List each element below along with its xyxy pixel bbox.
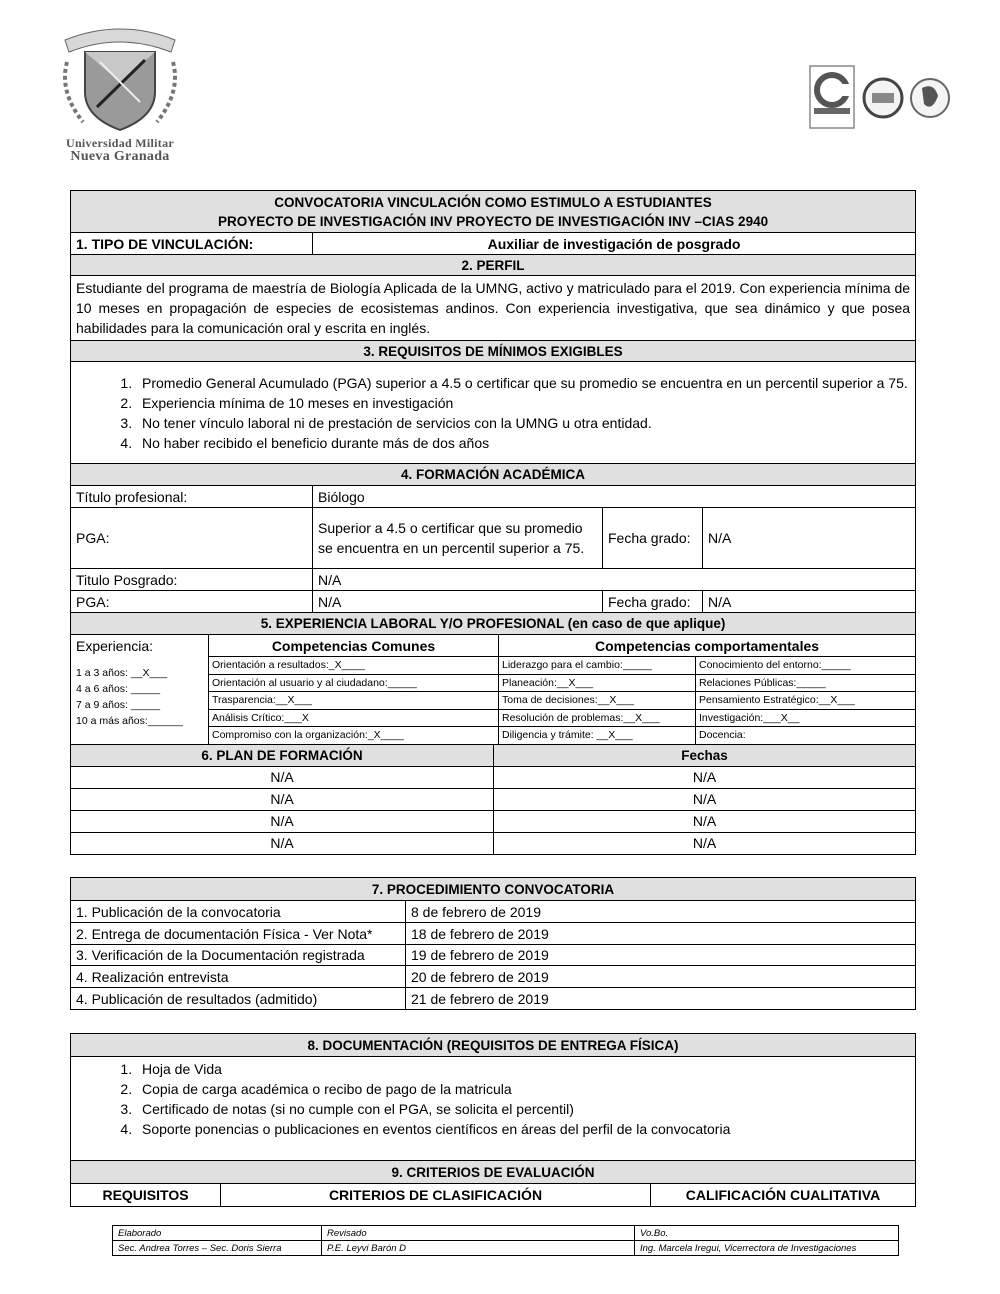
- competencias-row: Trasparencia:__X___ Toma de decisiones:__X___ Pensamiento Estratégico:__X___: [71, 692, 916, 710]
- requisitos-list: [71, 371, 915, 455]
- plan-formacion-table: [70, 744, 916, 855]
- procedimiento-row: 4. Realización entrevista 20 de febrero de 2019: [71, 966, 916, 988]
- competencias-comport-header: Competencias comportamentales: [499, 635, 916, 657]
- vobo-value: Ing. Marcela Iregui, Vicerrectora de Investigaciones: [635, 1241, 899, 1256]
- competencias-row: Orientación a resultados:_X____ Liderazgo para el cambio:_____ Conocimiento del entorno:_____: [71, 657, 916, 675]
- certification-logos: [808, 64, 953, 134]
- elaborado-label: Elaborado: [113, 1226, 322, 1241]
- competencias-row: Compromiso con la organización:_X____ Diligencia y trámite: __X___ Docencia:: [71, 727, 916, 745]
- experiencia-anios-item: 7 a 9 años: _____: [76, 699, 161, 711]
- requisito-item: 3. No tener vínculo laboral ni de prestación de servicios con la UMNG u otra entidad.: [136, 413, 910, 433]
- fecha-grado2-label: Fecha grado:: [603, 591, 703, 613]
- university-crest-icon: [55, 22, 185, 134]
- university-name: Universidad Militar Nueva Granada: [65, 136, 175, 164]
- fecha-grado-label: Fecha grado:: [603, 508, 703, 569]
- fecha-grado2-value: N/A: [703, 591, 916, 613]
- col-calificacion: CALIFICACIÓN CUALITATIVA: [651, 1184, 916, 1207]
- procedimiento-row: 2. Entrega de documentación Física - Ver Nota* 18 de febrero de 2019: [71, 923, 916, 945]
- procedimiento-block: [70, 877, 915, 1010]
- convocatoria-title: CONVOCATORIA VINCULACIÓN COMO ESTIMULO A ESTUDIANTES PROYECTO DE INVESTIGACIÓN INV PROYECTO DE INVESTIGACIÓN INV –CIAS 2940: [71, 191, 916, 233]
- requisitos-header: 3. REQUISITOS DE MÍNIMOS EXIGIBLES: [71, 341, 916, 362]
- pga-value: Superior a 4.5 o certificar que su promedio se encuentra en un percentil superior a 75.: [313, 508, 603, 569]
- revisado-value: P.E. Leyvi Barón D: [322, 1241, 635, 1256]
- documentacion-list-cell: [71, 1057, 916, 1161]
- competencias-table: [70, 634, 916, 745]
- tipo-vinculacion-label: 1. TIPO DE VINCULACIÓN:: [71, 233, 313, 255]
- formacion-header: 4. FORMACIÓN ACADÉMICA: [71, 464, 916, 486]
- university-logo: [55, 22, 185, 167]
- convocatoria-form: [70, 190, 915, 855]
- experiencia-label: Experiencia:: [76, 638, 154, 654]
- posgrado-label: Titulo Posgrado:: [71, 569, 313, 591]
- col-criterios: CRITERIOS DE CLASIFICACIÓN: [221, 1184, 651, 1207]
- documento-item: 4. Soporte ponencias o publicaciones en eventos científicos en áreas del perfil de la convocatoria: [136, 1119, 910, 1139]
- elaborado-value: Sec. Andrea Torres – Sec. Doris Sierra: [113, 1241, 322, 1256]
- documentacion-header: 8. DOCUMENTACIÓN (REQUISITOS DE ENTREGA FÍSICA): [71, 1034, 916, 1057]
- documento-item: 1. Hoja de Vida: [136, 1059, 910, 1079]
- pga2-label: PGA:: [71, 591, 313, 613]
- fecha-grado-value: N/A: [703, 508, 916, 569]
- perfil-text: Estudiante del programa de maestría de Biología Aplicada de la UMNG, activo y matriculado para el 2019. Con experiencia mínima de 10 meses en propagación de especies de ecosistemas andinos. Con experiencia investigativa, que sea dinámico y que posea habilidades para la comunicación oral y escrita en inglés.: [71, 276, 916, 341]
- plan-header: 6. PLAN DE FORMACIÓN: [71, 744, 494, 766]
- titulo-label: Título profesional:: [71, 486, 313, 508]
- experiencia-anios-item: 4 a 6 años: _____: [76, 683, 161, 695]
- documento-item: 3. Certificado de notas (si no cumple con el PGA, se solicita el percentil): [136, 1099, 910, 1119]
- competencias-row: Orientación al usuario y al ciudadano:_____ Planeación:__X___ Relaciones Públicas:_____: [71, 674, 916, 692]
- procedimiento-row: 4. Publicación de resultados (admitido) 21 de febrero de 2019: [71, 988, 916, 1010]
- documentacion-block: [70, 1033, 915, 1207]
- documentacion-list: [71, 1057, 915, 1141]
- certification-seals-icon: [808, 64, 953, 134]
- titulo-value: Biólogo: [313, 486, 916, 508]
- plan-row: N/A N/A: [71, 832, 916, 854]
- procedimiento-row: 1. Publicación de la convocatoria 8 de febrero de 2019: [71, 901, 916, 923]
- fechas-header: Fechas: [494, 744, 916, 766]
- competencias-comunes-header: Competencias Comunes: [209, 635, 499, 657]
- footer-signatures: [112, 1225, 898, 1256]
- plan-row: N/A N/A: [71, 788, 916, 810]
- requisitos-list-cell: [71, 362, 916, 464]
- pga2-value: N/A: [313, 591, 603, 613]
- revisado-label: Revisado: [322, 1226, 635, 1241]
- tipo-vinculacion-value: Auxiliar de investigación de posgrado: [313, 233, 916, 255]
- criterios-header: 9. CRITERIOS DE EVALUACIÓN: [71, 1161, 916, 1184]
- documento-item: 2. Copia de carga académica o recibo de pago de la matricula: [136, 1079, 910, 1099]
- experiencia-cell: [71, 635, 209, 745]
- posgrado-value: N/A: [313, 569, 916, 591]
- plan-row: N/A N/A: [71, 810, 916, 832]
- experiencia-header: 5. EXPERIENCIA LABORAL Y/O PROFESIONAL (en caso de que aplique): [71, 613, 916, 635]
- perfil-header: 2. PERFIL: [71, 255, 916, 276]
- experiencia-anios-item: 1 a 3 años: __X___: [76, 667, 168, 679]
- col-requisitos: REQUISITOS: [71, 1184, 221, 1207]
- competencias-row: Análisis Crítico:___X Resolución de problemas:__X___ Investigación:___X__: [71, 709, 916, 727]
- requisito-item: 4. No haber recibido el beneficio durante más de dos años: [136, 433, 910, 453]
- vobo-label: Vo.Bo.: [635, 1226, 899, 1241]
- requisito-item: 2. Experiencia mínima de 10 meses en investigación: [136, 393, 910, 413]
- procedimiento-row: 3. Verificación de la Documentación registrada 19 de febrero de 2019: [71, 945, 916, 966]
- requisito-item: 1. Promedio General Acumulado (PGA) superior a 4.5 o certificar que su promedio se encuentra en un percentil superior a 75.: [136, 373, 910, 393]
- plan-row: N/A N/A: [71, 766, 916, 788]
- pga-label: PGA:: [71, 508, 313, 569]
- experiencia-anios-item: 10 a más años:______: [76, 715, 183, 727]
- procedimiento-header: 7. PROCEDIMIENTO CONVOCATORIA: [71, 878, 916, 901]
